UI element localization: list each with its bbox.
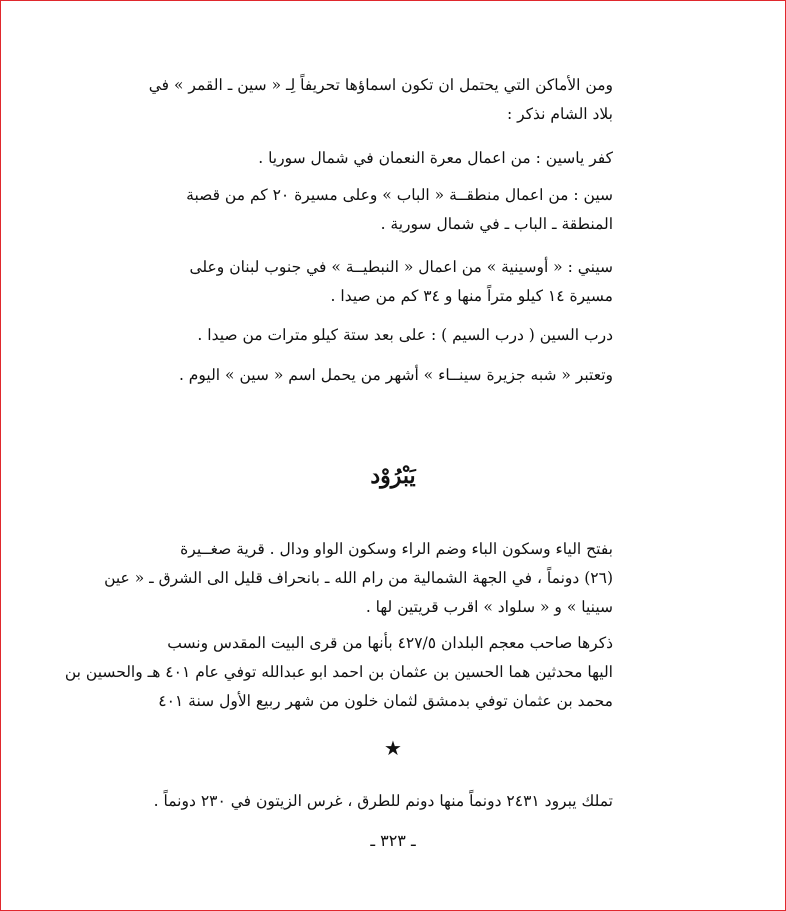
footnote-line: تملك يبرود ٢٤٣١ دونماً منها دونم للطرق ، غرس الزيتون في ٢٣٠ دونماً . <box>153 792 613 810</box>
entry-line: المنطقة ـ الباب ـ في شمال سورية . <box>380 215 613 233</box>
section-line: محمد بن عثمان توفي بدمشق لثمان خلون من شهر ربيع الأول سنة ٤٠١ <box>158 692 613 710</box>
section-line: سينيا » و « سلواد » اقرب قريتين لها . <box>365 598 613 616</box>
entry-sini <box>151 253 613 311</box>
section-line: ذكرها صاحب معجم البلدان ٤٢٧/٥ بأنها من قرى البيت المقدس ونسب <box>167 634 613 652</box>
intro-paragraph <box>148 71 613 129</box>
entry-darb-al-sin <box>151 321 613 350</box>
star-separator: ★ <box>384 736 402 760</box>
entry-line: سيني : « أوسينية » من اعمال « النبطيــة » في جنوب لبنان وعلى <box>189 258 613 276</box>
entry-line: وتعتبر « شبه جزيرة سينــاء » أشهر من يحمل اسم « سين » اليوم . <box>178 366 613 384</box>
entry-line: كفر ياسين : من اعمال معرة النعمان في شمال سوريا . <box>258 149 613 167</box>
footnote <box>151 787 613 816</box>
section-line: بفتح الياء وسكون الباء وضم الراء وسكون الواو ودال . قرية صغــيرة <box>180 540 613 558</box>
entry-sinai <box>151 361 613 390</box>
entry-line: مسيرة ١٤ كيلو متراً منها و ٣٤ كم من صيدا . <box>330 287 613 305</box>
entry-line: درب السين ( درب السيم ) : على بعد ستة كيلو مترات من صيدا . <box>197 326 613 344</box>
page-number: ـ ٣٢٣ ـ <box>370 831 416 850</box>
section-paragraph-1 <box>104 535 613 622</box>
entry-kafr-yasin <box>151 144 613 173</box>
section-line: اليها محدثين هما الحسين بن عثمان بن احمد ابو عبدالله توفي عام ٤٠١ هـ والحسين بن <box>64 663 613 681</box>
section-title: يَبْرُوْد <box>370 463 416 489</box>
section-line: (٢٦) دونماً ، في الجهة الشمالية من رام الله ـ بانحراف قليل الى الشرق ـ « عين <box>104 569 613 587</box>
intro-line-2: بلاد الشام نذكر : <box>506 105 613 123</box>
section-paragraph-2 <box>64 629 613 716</box>
entry-line: سين : من اعمال منطقــة « الباب » وعلى مسيرة ٢٠ كم من قصبة <box>186 186 613 204</box>
intro-line-1: ومن الأماكن التي يحتمل ان تكون اسماؤها تحريفاً لِـ « سين ـ القمر » في <box>148 76 613 94</box>
entry-sin <box>151 181 613 239</box>
